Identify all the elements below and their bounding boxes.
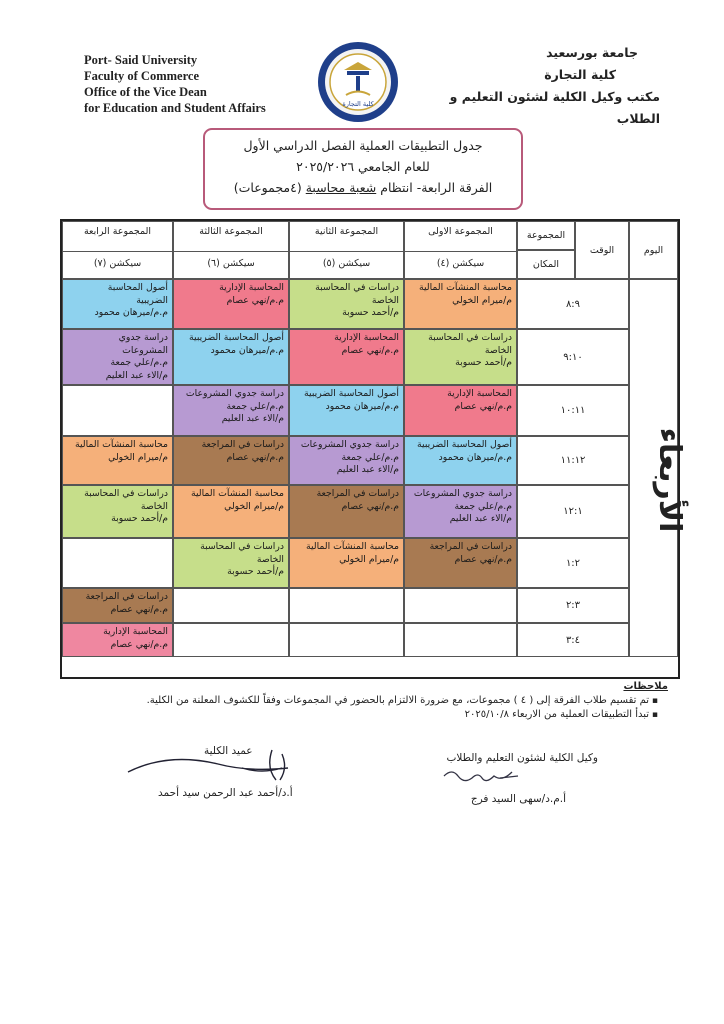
session-line: دراسة جدوي المشروعات	[300, 439, 399, 450]
logo-text: كلية التجارة	[342, 100, 374, 108]
session-line: م.م/علي جمعة	[110, 357, 168, 368]
session-line: م.م/ميرهان محمود	[210, 344, 284, 356]
group-name: المجموعة الاولى	[428, 226, 493, 237]
empty-cell	[289, 588, 404, 623]
session-cell	[173, 436, 289, 485]
session-line: محاسبة المنشآت المالية	[190, 488, 284, 499]
session-line: م.م/ميرهان محمود	[325, 400, 399, 412]
session-line: المشروعات	[122, 344, 168, 356]
session-cell	[62, 329, 173, 385]
notes-section	[60, 680, 672, 722]
session-cell	[62, 436, 173, 485]
schedule-table	[60, 219, 687, 679]
session-cell	[289, 329, 404, 385]
session-cell	[289, 279, 404, 329]
session-line: م.م/نهي عصام	[226, 451, 284, 463]
header-place-label: المكان	[517, 250, 575, 279]
session-cell	[404, 279, 517, 329]
session-line: م.م/ميرهان محمود	[94, 307, 168, 318]
session-line: الخاصة	[371, 294, 399, 306]
session-line: م.م/نهي عصام	[110, 638, 168, 650]
group-name: المجموعة الرابعة	[83, 226, 152, 237]
office-sub-en: for Education and Student Affairs	[84, 101, 266, 115]
vice-dean-title: وكيل الكلية لشئون التعليم والطلاب	[446, 752, 598, 764]
session-cell	[404, 385, 517, 436]
day-label	[630, 280, 687, 658]
session-line: أصول المحاسبة الضريبية	[417, 439, 512, 450]
office-name-en: Office of the Vice Dean	[84, 85, 207, 99]
session-cell	[173, 329, 289, 385]
session-line: م.م/علي جمعة	[226, 400, 284, 412]
session-line: المحاسبة الإدارية	[334, 332, 399, 343]
time-slot: ٢:٣	[517, 588, 629, 623]
session-line: م/أحمد حسوبة	[111, 513, 168, 524]
session-line: م/الاء عبد العليم	[105, 369, 168, 381]
session-line: م/الاء عبد العليم	[221, 413, 284, 424]
session-cell	[289, 436, 404, 485]
session-line: الخاصة	[256, 553, 284, 565]
session-line: دراسات في المراجعة	[429, 541, 512, 552]
session-cell	[62, 623, 173, 657]
title-level: الفرقة الرابعة- انتظام	[380, 180, 493, 195]
session-cell	[289, 538, 404, 588]
vice-dean-name: أ.م.د/سهى السيد فرج	[470, 793, 566, 805]
session-line: أصول المحاسبة الضريبية	[304, 388, 399, 399]
dean-name: أ.د/أحمد عبد الرحمن سيد أحمد	[158, 787, 293, 799]
title-line-1: جدول التطبيقات العملية الفصل الدراسي الأول	[243, 138, 483, 153]
group-section: سيكشن (٥)	[322, 258, 371, 269]
session-line: دراسات في المراجعة	[201, 439, 284, 450]
title-line-3	[205, 177, 521, 198]
session-cell	[173, 538, 289, 588]
group-section: سيكشن (٧)	[93, 258, 142, 269]
svg-text:الأربعاء: الأربعاء	[652, 427, 687, 533]
time-slot: ٨:٩	[517, 279, 629, 329]
time-slot: ٣:٤	[517, 623, 629, 657]
session-line: دراسة جدوي المشروعات	[185, 388, 284, 399]
time-slot: ١٢:١	[517, 485, 629, 538]
session-line: المحاسبة الإدارية	[447, 388, 512, 399]
session-line: م/ميرام الخولي	[452, 294, 512, 306]
faculty-name-ar: كلية التجارة	[544, 67, 616, 82]
session-cell	[173, 385, 289, 436]
group-section: سيكشن (٦)	[207, 258, 255, 269]
group-name: المجموعة الثانية	[314, 226, 379, 237]
session-line: م.م/نهي عصام	[341, 500, 399, 512]
session-cell	[289, 385, 404, 436]
title-line-2: للعام الجامعي ٢٠٢٥/٢٠٢٦	[296, 159, 430, 174]
dean-signature	[122, 744, 312, 790]
header-time-label: الوقت	[575, 221, 629, 279]
session-line: محاسبة المنشآت المالية	[305, 541, 399, 552]
session-line: دراسة جدوي المشروعات	[413, 488, 512, 499]
session-line: المحاسبة الإدارية	[219, 282, 284, 293]
time-slot: ١:٢	[517, 538, 629, 588]
group-header	[289, 221, 404, 279]
session-line: م/ميرام الخولي	[108, 451, 168, 463]
group-header	[62, 221, 173, 279]
session-line: الضريبية	[136, 294, 168, 306]
session-line: م.م/نهي عصام	[226, 294, 284, 306]
title-groups: (٤مجموعات)	[233, 180, 302, 195]
empty-cell	[173, 588, 289, 623]
university-name-ar: جامعة بورسعيد	[546, 45, 638, 60]
faculty-name-en: Faculty of Commerce	[84, 69, 200, 83]
session-line: م/أحمد حسوبة	[227, 566, 284, 577]
session-cell	[62, 485, 173, 538]
header-arabic	[412, 42, 660, 130]
header-group-label: المجموعة	[517, 221, 575, 250]
office-name-ar: مكتب وكيل الكلية لشئون التعليم و الطلاب	[449, 89, 660, 126]
session-line: دراسات في المحاسبة	[84, 488, 168, 499]
university-name-en: Port- Said University	[84, 53, 198, 67]
session-cell	[289, 485, 404, 538]
empty-cell	[62, 385, 173, 436]
session-line: الخاصة	[140, 500, 168, 512]
empty-cell	[404, 623, 517, 657]
title-box	[203, 128, 523, 210]
group-section: سيكشن (٤)	[436, 258, 485, 269]
session-line: دراسات في المراجعة	[85, 591, 168, 602]
session-line: الخاصة	[484, 344, 512, 356]
session-cell	[404, 329, 517, 385]
session-line: م/ميرام الخولي	[224, 500, 284, 512]
session-line: م.م/علي جمعة	[341, 451, 399, 463]
session-line: دراسات في المحاسبة	[315, 282, 399, 293]
title-division: شعبة محاسبة	[305, 180, 377, 195]
notes-title: ملاحظات	[623, 681, 668, 692]
session-cell	[404, 485, 517, 538]
session-line: أصول المحاسبة	[107, 282, 168, 293]
session-line: المحاسبة الإدارية	[103, 626, 168, 637]
session-line: م.م/نهي عصام	[341, 344, 399, 356]
time-slot: ١٠:١١	[517, 385, 629, 436]
vice-dean-signature	[440, 764, 530, 786]
session-cell	[62, 588, 173, 623]
dean-title: عميد الكلية	[204, 745, 253, 757]
session-line: م/أحمد حسوبة	[455, 357, 512, 368]
session-line: محاسبة المنشآت المالية	[74, 439, 168, 450]
session-cell	[404, 538, 517, 588]
day-column	[629, 279, 687, 657]
header-english	[84, 52, 324, 116]
session-line: م.م/علي جمعة	[454, 500, 512, 512]
session-line: دراسة جدوي	[118, 332, 168, 343]
session-cell	[173, 485, 289, 538]
session-line: محاسبة المنشآت المالية	[418, 282, 512, 293]
session-line: أصول المحاسبة الضريبية	[189, 332, 284, 343]
session-line: دراسات في المحاسبة	[200, 541, 284, 552]
session-line: م/الاء عبد العليم	[449, 513, 512, 524]
time-slot: ١١:١٢	[517, 436, 629, 485]
session-line: م/ميرام الخولي	[339, 553, 399, 565]
session-cell	[62, 279, 173, 329]
group-header	[173, 221, 289, 279]
empty-cell	[173, 623, 289, 657]
session-line: م.م/نهي عصام	[454, 553, 512, 565]
empty-cell	[289, 623, 404, 657]
session-cell	[173, 279, 289, 329]
session-line: م/الاء عبد العليم	[336, 464, 399, 475]
session-cell	[404, 436, 517, 485]
session-line: دراسات في المحاسبة	[428, 332, 512, 343]
note-item: ▪ تبدأ التطبيقات العملية من الاربعاء ٢٠٢٥/١٠/٨	[60, 708, 658, 722]
empty-cell	[62, 538, 173, 588]
header-day-label: اليوم	[629, 221, 678, 279]
time-slot: ٩:١٠	[517, 329, 629, 385]
group-name: المجموعة الثالثة	[199, 226, 263, 237]
session-line: م.م/نهي عصام	[110, 603, 168, 615]
group-header	[404, 221, 517, 279]
session-line: م.م/ميرهان محمود	[438, 451, 512, 463]
empty-cell	[404, 588, 517, 623]
session-line: دراسات في المراجعة	[316, 488, 399, 499]
session-line: م/أحمد حسوبة	[342, 307, 399, 318]
session-line: م.م/نهي عصام	[454, 400, 512, 412]
faculty-logo	[316, 40, 400, 124]
note-item: ▪ تم تقسيم طلاب الفرقة إلى ( ٤ ) مجموعات، مع ضرورة الالتزام بالحضور في المجموعات وفقاً للكشوف المعلنة من الكلية.	[60, 694, 658, 708]
